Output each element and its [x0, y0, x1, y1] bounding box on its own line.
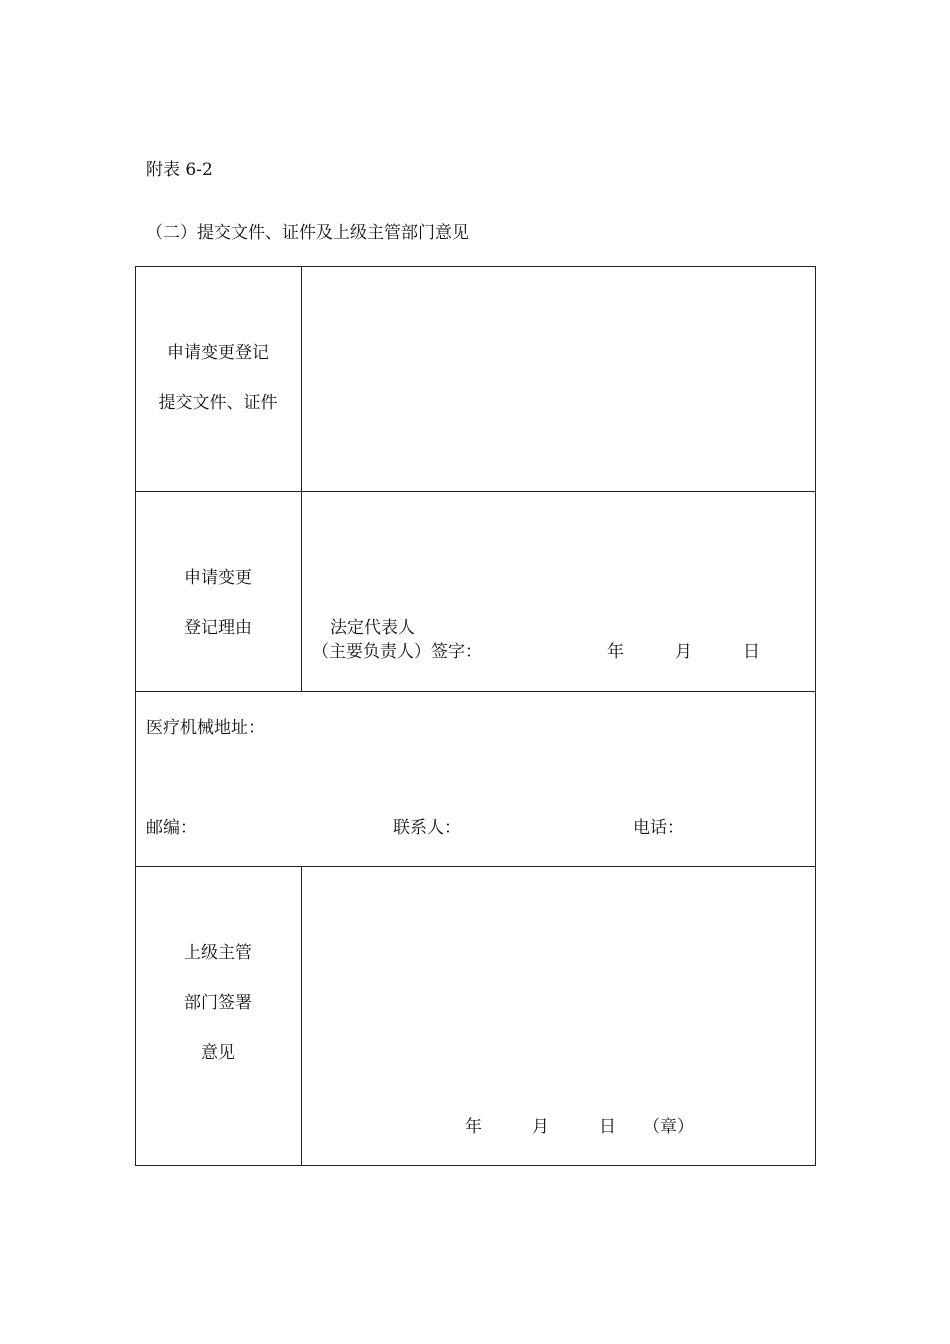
address-label: 医疗机械地址：: [146, 718, 265, 738]
reason-year-label: 年: [607, 642, 624, 662]
reason-month-label: 月: [675, 642, 692, 662]
supervisor-label-line1: 上级主管: [184, 943, 252, 963]
reason-day-label: 日: [743, 642, 760, 662]
documents-input-area[interactable]: [303, 268, 814, 490]
supervisor-label-line2: 部门签署: [184, 993, 252, 1013]
legal-representative-label: 法定代表人: [330, 618, 415, 638]
column-divider: [301, 266, 302, 692]
reason-label-line1: 申请变更: [184, 568, 252, 588]
documents-label-line1: 申请变更登记: [167, 343, 269, 363]
reason-input-area[interactable]: [303, 493, 814, 608]
row-divider: [135, 491, 816, 492]
supervisor-opinion-area[interactable]: [303, 868, 814, 1108]
section-title: （二）提交文件、证件及上级主管部门意见: [146, 223, 469, 243]
signature-label: （主要负责人）签字：: [312, 642, 482, 662]
seal-label: （章）: [643, 1117, 694, 1137]
row-divider: [135, 866, 816, 867]
column-divider: [301, 866, 302, 1166]
phone-label: 电话：: [633, 818, 684, 838]
row-divider: [135, 691, 816, 692]
supervisor-day-label: 日: [599, 1117, 616, 1137]
reason-label-line2: 登记理由: [184, 618, 252, 638]
annex-number: 附表 6-2: [146, 160, 213, 180]
supervisor-year-label: 年: [465, 1117, 482, 1137]
postcode-label: 邮编：: [146, 818, 197, 838]
supervisor-label-line3: 意见: [201, 1043, 235, 1063]
contact-person-label: 联系人：: [393, 818, 461, 838]
supervisor-month-label: 月: [532, 1117, 549, 1137]
documents-label-line2: 提交文件、证件: [158, 393, 278, 413]
